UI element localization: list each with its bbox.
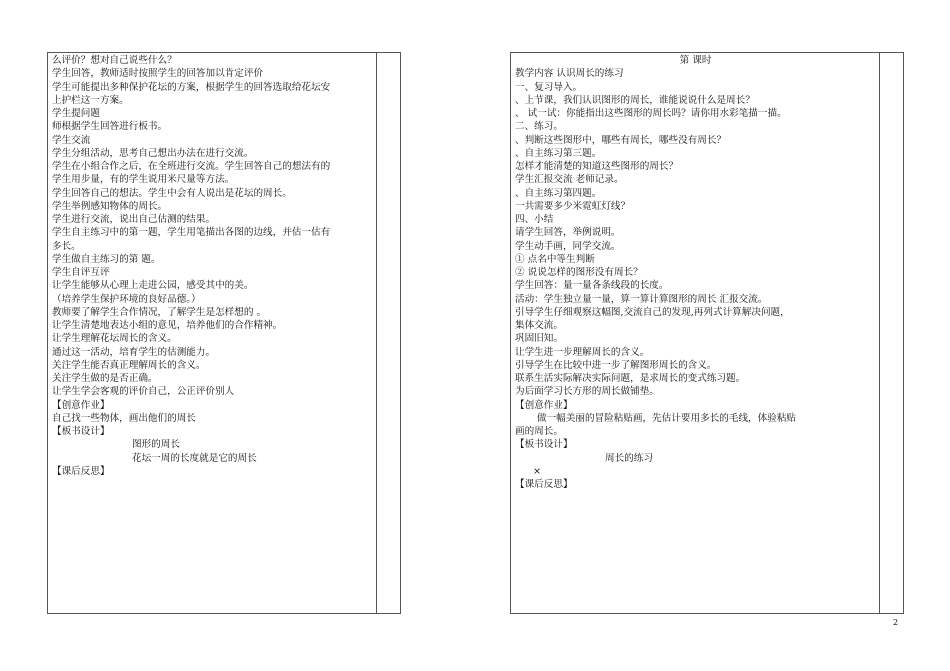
text-line: 请学生回答，举例说明。	[515, 227, 621, 239]
text-line: 让学生清楚地表达小组的意见，培养他们的合作精神。	[52, 320, 283, 331]
section-heading: 【板书设计】	[515, 439, 573, 451]
text-line: 学生汇报交流 老师记录。	[515, 174, 624, 186]
text-line: 活动：学生独立量一量，算一算计算图形的周长 汇报交流。	[515, 293, 768, 305]
text-line: 学生交流	[52, 134, 91, 146]
text-line: 学生分组活动，思考自己想出办法在进行交流。	[52, 147, 254, 159]
board-design-title: 周长的练习	[605, 452, 653, 464]
text-line: 引导学生仔细观察这幅图,交流自己的发现,再列式计算解决问题，	[515, 306, 790, 318]
text-line: 一、复习导入。	[515, 81, 583, 93]
text-line: 巩固旧知。	[515, 333, 563, 345]
text-line: 学生可能提出多种保护花坛的方案，根据学生的回答选取给花坛安	[52, 81, 331, 93]
text-line: 、判断这些图形中，哪些有周长，哪些没有周长？	[515, 134, 727, 146]
text-line: 学生动手画，同学交流。	[515, 240, 621, 252]
text-line: 学生回答：量一量各条线段的长度。	[515, 280, 669, 292]
text-line: 二、练习。	[515, 121, 563, 133]
board-design-title: 图形的周长	[132, 439, 180, 451]
text-line: ① 点名中等生判断	[515, 253, 595, 265]
text-line: 上护栏这一方案。	[52, 94, 129, 106]
text-line: 学生做自主练习的第 题。	[52, 253, 161, 265]
text-line: 学生用步量，有的学生说用米尺量等方法。	[52, 174, 235, 186]
section-heading: 【课后反思】	[515, 479, 573, 490]
text-line: 通过这一活动，培育学生的估测能力。	[52, 346, 216, 358]
text-line: 画的周长。	[515, 426, 563, 437]
text-line: 联系生活实际解决实际问题，是求周长的变式练习题。	[515, 373, 746, 384]
section-heading: 【课后反思】	[52, 465, 110, 477]
text-line: 为后面学习长方形的周长做铺垫。	[515, 386, 659, 398]
text-line: 学生自主练习中的第一题，学生用笔描出各图的边线，并估一估有	[52, 227, 331, 239]
text-line: 让学生进一步理解周长的含义。	[515, 346, 650, 358]
text-line: 引导学生在比较中进一步了解图形周长的含义。	[515, 359, 717, 371]
cross-mark: ×	[533, 465, 542, 477]
left-content-column	[48, 53, 377, 613]
left-lesson-table	[47, 52, 401, 614]
text-line: 一共需要多少米霓虹灯线？	[515, 200, 631, 212]
text-line: （培养学生保护环境的良好品德。）	[52, 293, 201, 305]
text-line: 么评价？想对自己说些什么？	[52, 55, 177, 66]
section-heading: 【创意作业】	[515, 399, 573, 411]
text-line: 学生在小组合作之后，在全班进行交流。学生回答自己的想法有的	[52, 161, 331, 172]
text-line: 做一幅美丽的冒险粘贴画，先估计要用多长的毛线，体验粘贴	[537, 412, 797, 424]
text-line: 多长。	[52, 240, 81, 252]
text-line: 学生举例感知物体的周长。	[52, 200, 168, 212]
text-line: 、自主练习第四题。	[515, 187, 602, 199]
text-line: 让学生学会客观的评价自己，公正评价别人	[52, 386, 235, 398]
page-number: 2	[893, 618, 899, 627]
text-line: 学生提问题	[52, 108, 100, 119]
text-line: 、上节课，我们认识图形的周长，谁能说说什么是周长？	[515, 94, 755, 106]
section-heading: 【板书设计】	[52, 426, 110, 437]
text-line: 学生进行交流，说出自己估测的结果。	[52, 214, 216, 225]
text-line: 学生自评互评	[52, 267, 110, 278]
text-line: 学生回答，教师适时按照学生的回答加以肯定评价	[52, 68, 264, 80]
text-line: 让学生能够从心理上走进公园，感受其中的美。	[52, 280, 254, 292]
text-line: 教师要了解学生合作情况，了解学生是怎样想的 。	[52, 306, 267, 318]
board-design-text: 花坛一周的长度就是它的周长	[132, 452, 257, 464]
text-line: 怎样才能清楚的知道这些图形的周长？	[515, 161, 679, 172]
text-line: 师根据学生回答进行板书。	[52, 121, 168, 133]
text-line: 、 试一试：你能指出这些图形的周长吗？请你用水彩笔描一描。	[515, 108, 787, 119]
text-line: 让学生理解花坛周长的含义。	[52, 333, 177, 345]
text-line: 四、小结	[515, 214, 554, 225]
right-lesson-table	[510, 52, 904, 614]
right-content-column	[511, 53, 880, 613]
text-line: 、自主练习第三题。	[515, 147, 602, 159]
section-heading: 【创意作业】	[52, 399, 110, 411]
text-line: 关注学生能否真正理解周长的含义。	[52, 359, 206, 371]
text-line: 集体交流。	[515, 320, 563, 331]
text-line: 学生回答自己的想法。学生中会有人说出是花坛的周长。	[52, 187, 292, 199]
text-line: 教学内容 认识周长的练习	[515, 68, 624, 80]
text-line: 关注学生做的是否正确。	[52, 373, 158, 384]
text-line: 自己找一些物体，画出他们的周长	[52, 412, 196, 424]
lesson-period-title: 第 课时	[679, 55, 712, 66]
text-line: ② 说说怎样的图形没有周长？	[515, 267, 643, 278]
